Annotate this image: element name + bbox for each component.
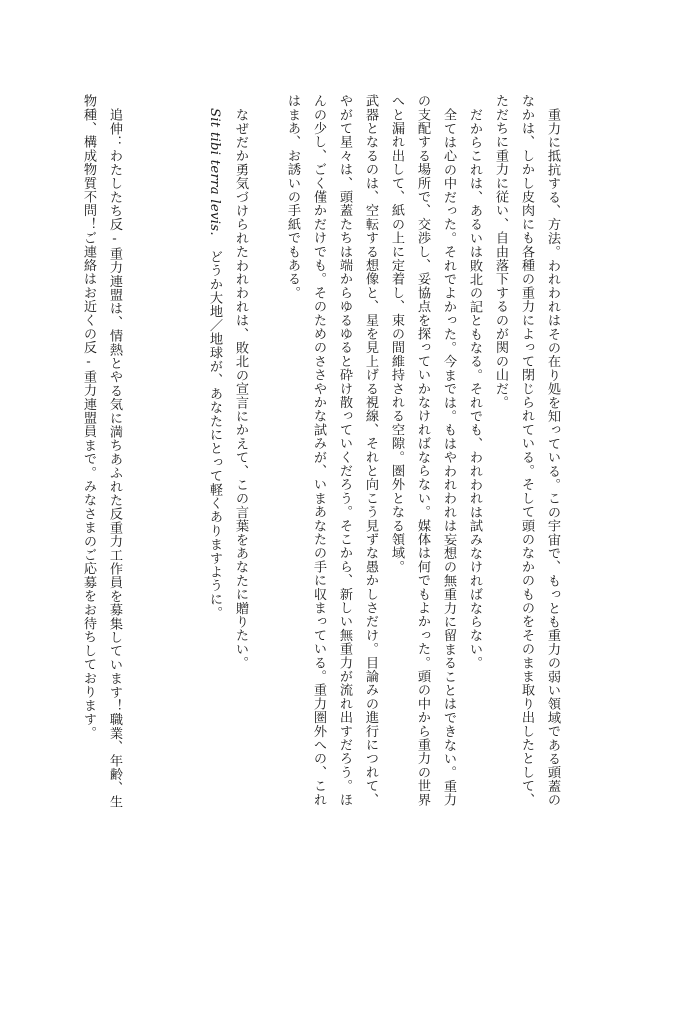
text-line: やがて星々は、頭蓋たちは端からゆるゆると砕け散っていくだろう。そこから、新しい無重力が流れ出すだろう。ほ [337, 94, 352, 807]
latin-phrase: Sit tibi terra levis. [207, 108, 222, 236]
latin-translation: どうか大地／地球が、あなたにとって軽くありますように。 [207, 249, 222, 620]
text-line: はまあ、お誘いの手紙でもある。 [285, 94, 300, 300]
text-line: の支配する場所で、交渉し、妥協点を探っていかなければならない。媒体は何でもよかった。頭の中から重力の世界 [415, 94, 430, 807]
text-line: 武器となるのは、空転する想像と、星を見上げる視線、それと向こう見ずな愚かしさだけ。目論みの進行につれて、 [363, 94, 378, 807]
text-line: んの少し、ごく僅かだけでも。そのためのささやかな試みが、いまあなたの手に収まっている。重力圏外への、これ [311, 94, 326, 807]
text-line: なぜだか勇気づけられたわれわれは、敗北の宣言にかえて、この言葉をあなたに贈りたい。 [233, 108, 248, 670]
text-line: だからこれは、あるいは敗北の記ともなる。それでも、われわれは試みなければならない。 [467, 108, 482, 670]
postscript-line: 追伸：わたしたち反-重力連盟は、情熱とやる気に満ちあふれた反重力工作員を募集しています！職業、年齢、生 [107, 108, 122, 809]
text-line: 重力に抵抗する、方法。われわれはその在り処を知っている。この宇宙で、もっとも重力の弱い領域である頭蓋の [545, 108, 560, 807]
postscript-line: 物種、構成物質不問！ご連絡はお近くの反-重力連盟員まで。みなさまのご応募をお待ちしております。 [81, 94, 96, 740]
text-line: ただちに重力に従い、自由落下するのが関の山だ。 [493, 94, 508, 410]
text-line: なかは、しかし皮肉にも各種の重力によって閉じられている。そして頭のなかのものをそのまま取り出したとして、 [519, 94, 534, 807]
latin-line [202, 108, 226, 958]
text-line: 全ては心の中だった。それでよかった。今までは。もはやわれわれは妄想の無重力に留まることはできない。重力 [441, 108, 456, 807]
text-line: へと漏れ出して、紙の上に定着し、束の間維持される空隙。圏外となる領域。 [389, 94, 404, 574]
